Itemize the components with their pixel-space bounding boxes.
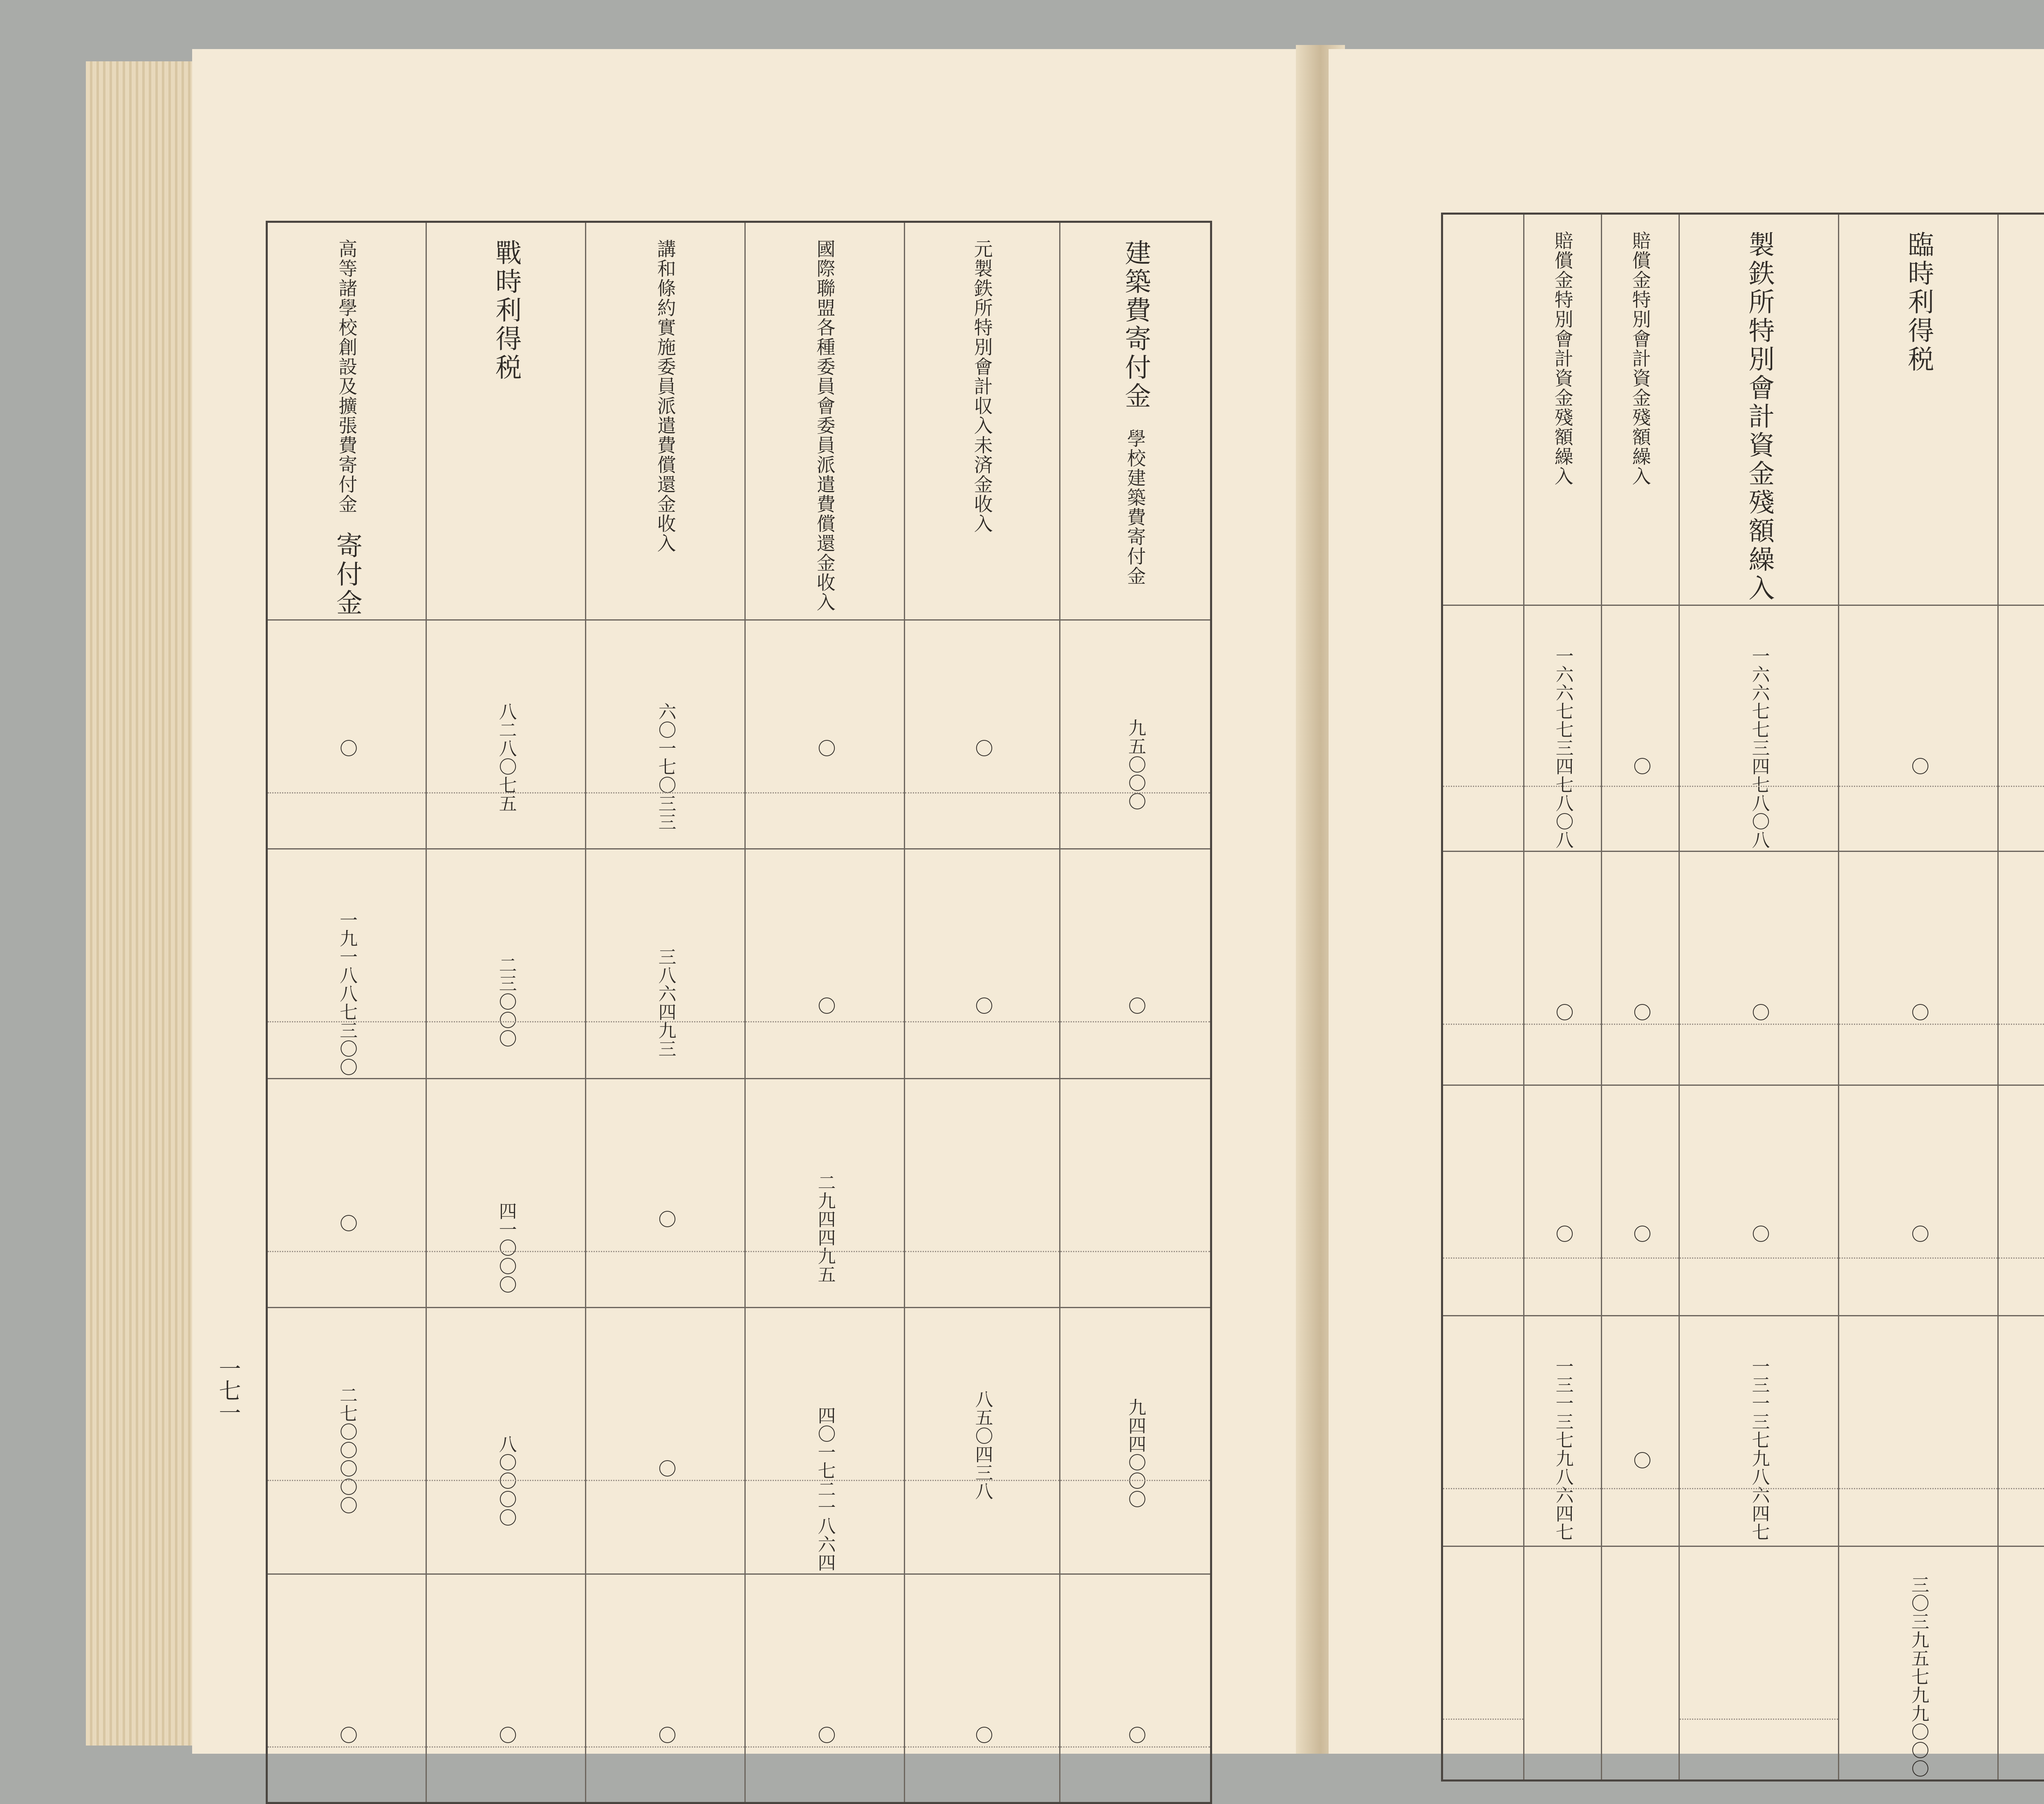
left-value: 二九四四九五: [816, 1173, 834, 1284]
left-header-row: [267, 222, 1211, 620]
left-row-label-1: 建築費寄付金 學校建築費寄付金: [1060, 222, 1211, 620]
right-value: 〇: [1910, 757, 1927, 775]
left-value: 九四四〇〇〇: [1126, 1398, 1144, 1508]
left-value: 〇: [1126, 1726, 1144, 1744]
left-value: 四〇一七二一八六四: [816, 1406, 834, 1572]
left-value: 〇: [338, 1726, 356, 1744]
left-row-label-6: 高等諸學校創設及擴張費寄付金 寄付金: [267, 222, 426, 620]
right-value: 〇: [1632, 1225, 1650, 1243]
left-value: 九五〇〇〇: [1126, 719, 1144, 811]
left-ledger-table: [266, 221, 1212, 1804]
right-value: 〇: [1632, 1451, 1650, 1470]
right-row-label-6: 賠償金特別會計資金殘額繰入: [1524, 214, 1602, 605]
right-year-row-1: [1442, 605, 2044, 852]
left-sub-label-1: 學校建築費寄付金: [1125, 429, 1145, 586]
left-row-label-4: 講和條約實施委員派遣費償還金收入: [586, 222, 745, 620]
left-year-row-4: [267, 1308, 1211, 1574]
left-value: 〇: [816, 1726, 834, 1744]
right-value: 一六六七七三四七八〇八: [1750, 647, 1768, 849]
left-value: 六〇一七〇三三: [657, 702, 675, 831]
right-header-row: [1442, 214, 2044, 605]
left-value: 〇: [1126, 997, 1144, 1015]
right-value: 〇: [1750, 1225, 1768, 1243]
right-year-row-3: [1442, 1085, 2044, 1316]
right-value: 〇: [1632, 1003, 1650, 1022]
right-year-row-4: [1442, 1316, 2044, 1546]
left-value: 〇: [657, 1459, 675, 1478]
left-value: 一九一八八七三〇〇: [338, 911, 356, 1076]
left-year-row-5: [267, 1574, 1211, 1803]
right-ledger-table: [1441, 213, 2044, 1782]
left-row-label-3: 國際聯盟各種委員會委員派遣費償還金收入: [745, 222, 905, 620]
left-page-number: 一七一: [213, 1357, 244, 1423]
right-value: 〇: [1910, 1225, 1927, 1243]
right-value: 三〇三九五七九九〇〇〇: [1910, 1575, 1927, 1778]
left-value: 三八六四九三: [657, 948, 675, 1058]
right-value: 〇: [1910, 1003, 1927, 1022]
left-value: 八二八〇七五: [497, 702, 515, 813]
right-row-label-2: [1998, 214, 2044, 605]
left-value: 〇: [497, 1726, 515, 1744]
left-value: 〇: [816, 739, 834, 757]
left-value: 二七〇〇〇〇〇: [338, 1386, 356, 1515]
left-value: 〇: [973, 1726, 991, 1744]
left-value: 〇: [816, 997, 834, 1015]
left-value: 〇: [973, 739, 991, 757]
left-value: 二三〇〇〇: [497, 956, 515, 1048]
right-value: 一三一三七九八六四七: [1554, 1357, 1572, 1541]
left-page-edge: [86, 61, 208, 1746]
left-year-row-2: [267, 849, 1211, 1079]
left-value: 四一〇〇〇: [497, 1202, 515, 1294]
right-value: 一三一三七九八六四七: [1750, 1357, 1768, 1541]
right-value: 一六六七七三四七八〇八: [1554, 647, 1572, 849]
left-sub-label-6: 寄付金: [332, 532, 362, 618]
right-row-label-5: 賠償金特別會計資金殘額繰入: [1602, 214, 1679, 605]
right-row-label-3: 臨時利得税: [1839, 214, 1998, 605]
right-year-row-5: [1442, 1546, 2044, 1781]
right-year-row-2: [1442, 852, 2044, 1085]
left-value: 〇: [338, 1214, 356, 1233]
right-value: 〇: [1632, 757, 1650, 775]
left-value: 八〇〇〇〇: [497, 1435, 515, 1527]
right-row-label-4: 製鉄所特別會計資金殘額繰入: [1679, 214, 1839, 605]
left-value: 〇: [657, 1210, 675, 1228]
left-value: 〇: [973, 997, 991, 1015]
left-row-label-5: 戰時利得税: [426, 222, 586, 620]
left-value: 八五〇四三八: [973, 1390, 991, 1500]
left-value: 〇: [657, 1726, 675, 1744]
left-year-row-1: [267, 620, 1211, 849]
left-value: 〇: [338, 739, 356, 757]
right-value: 〇: [1554, 1003, 1572, 1022]
right-value: 〇: [1554, 1225, 1572, 1243]
left-row-label-2: 元製鉄所特別會計収入未済金收入: [905, 222, 1060, 620]
left-year-row-3: [267, 1079, 1211, 1308]
right-value: 〇: [1750, 1003, 1768, 1022]
